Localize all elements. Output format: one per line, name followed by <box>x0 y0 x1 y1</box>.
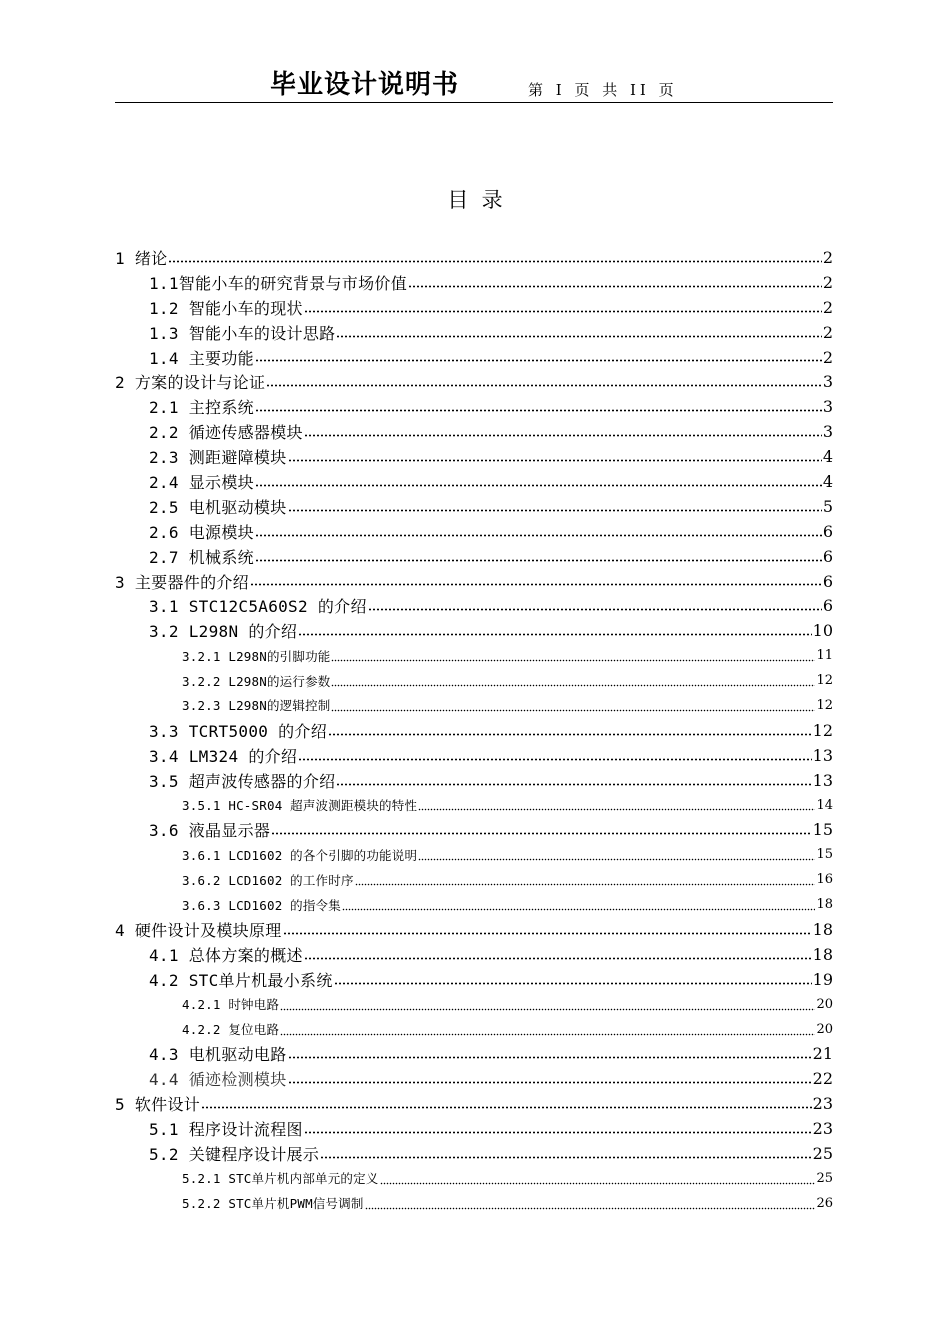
toc-entry[interactable] <box>115 817 833 842</box>
toc-entry-title: 4 硬件设计及模块原理 <box>115 920 282 940</box>
toc-entry[interactable] <box>115 444 833 469</box>
toc-dot-leader <box>266 377 822 387</box>
toc-dot-leader <box>250 576 822 586</box>
toc-entry-page: 6 <box>822 596 833 616</box>
toc-entry-title: 3.2 L298N 的介绍 <box>149 622 298 642</box>
toc-entry-page: 2 <box>822 247 833 267</box>
toc-entry[interactable] <box>115 793 833 818</box>
toc-entry-title: 4.2.1 时钟电路 <box>182 997 280 1013</box>
toc-dot-leader <box>271 825 811 835</box>
toc-entry-title: 4.1 总体方案的概述 <box>149 945 303 965</box>
toc-entry[interactable] <box>115 942 833 967</box>
toc-entry-page: 3 <box>822 397 833 417</box>
toc-entry[interactable] <box>115 593 833 618</box>
toc-entry-title: 5.2.1 STC单片机内部单元的定义 <box>182 1171 379 1187</box>
toc-entry-page: 6 <box>822 521 833 541</box>
toc-dot-leader <box>288 1074 812 1084</box>
toc-entry[interactable] <box>115 569 833 594</box>
toc-entry-page: 19 <box>812 969 833 989</box>
toc-dot-leader <box>288 1049 812 1059</box>
toc-entry[interactable] <box>115 892 833 917</box>
toc-entry[interactable] <box>115 1042 833 1067</box>
toc-entry-title: 1.3 智能小车的设计思路 <box>149 323 336 343</box>
toc-entry[interactable] <box>115 494 833 519</box>
toc-entry-page: 2 <box>822 347 833 367</box>
toc-entry[interactable] <box>115 320 833 345</box>
toc-dot-leader <box>336 776 811 786</box>
toc-entry[interactable] <box>115 1116 833 1141</box>
toc-dot-leader <box>298 751 811 761</box>
toc-entry-page: 4 <box>822 471 833 491</box>
toc-entry-title: 3.2.1 L298N的引脚功能 <box>182 648 331 664</box>
toc-entry-title: 3.5.1 HC-SR04 超声波测距模块的特性 <box>182 798 418 814</box>
toc-entry[interactable] <box>115 419 833 444</box>
toc-entry-title: 4.3 电机驱动电路 <box>149 1045 287 1065</box>
toc-entry-page: 5 <box>822 496 833 516</box>
toc-entry[interactable] <box>115 1166 833 1191</box>
toc-entry[interactable] <box>115 544 833 569</box>
toc-entry-title: 3.3 TCRT5000 的介绍 <box>149 721 328 741</box>
toc-entry-title: 5.2 关键程序设计展示 <box>149 1145 320 1164</box>
toc-entry-page: 2 <box>822 272 833 292</box>
toc-entry-title: 2.6 电源模块 <box>149 522 254 542</box>
toc-entry-page: 12 <box>812 720 833 740</box>
toc-dot-leader <box>280 1026 815 1036</box>
toc-dot-leader <box>168 253 821 263</box>
toc-entry[interactable] <box>115 917 833 942</box>
toc-entry[interactable] <box>115 519 833 544</box>
toc-dot-leader <box>355 876 816 886</box>
toc-dot-leader <box>201 1099 812 1109</box>
toc-entry-page: 15 <box>816 847 833 863</box>
toc-entry-title: 3.1 STC12C5A60S2 的介绍 <box>149 597 367 617</box>
toc-entry-page: 4 <box>822 447 833 467</box>
toc-entry-title: 5.1 程序设计流程图 <box>149 1120 303 1140</box>
toc-entry[interactable] <box>115 369 833 394</box>
toc-entry[interactable] <box>115 693 833 718</box>
toc-entry-page: 18 <box>812 919 833 939</box>
toc-dot-leader <box>280 1001 815 1011</box>
toc-dot-leader <box>304 950 812 960</box>
toc-entry-page: 6 <box>822 571 833 591</box>
toc-dot-leader <box>328 726 812 736</box>
toc-entry[interactable] <box>115 1017 833 1042</box>
toc-dot-leader <box>304 1124 812 1134</box>
header-title: 毕业设计说明书 <box>270 70 460 100</box>
toc-entry[interactable] <box>115 270 833 295</box>
toc-dot-leader <box>380 1175 816 1185</box>
toc-entry-page: 11 <box>816 648 833 664</box>
toc-heading: 目 录 <box>447 188 503 212</box>
toc-entry[interactable] <box>115 1141 833 1166</box>
toc-entry-title: 2.2 循迹传感器模块 <box>149 423 303 443</box>
toc-entry-title: 3.6.3 LCD1602 的指令集 <box>182 897 341 913</box>
page-header <box>115 68 833 103</box>
toc-entry-title: 5 软件设计 <box>115 1095 201 1115</box>
toc-entry-page: 15 <box>812 820 833 840</box>
toc-entry[interactable] <box>115 992 833 1017</box>
toc-entry[interactable] <box>115 469 833 494</box>
toc-entry-page: 10 <box>812 621 833 641</box>
toc-entry-page: 26 <box>816 1195 833 1211</box>
toc-dot-leader <box>255 352 822 362</box>
toc-entry-title: 3.5 超声波传感器的介绍 <box>149 771 336 791</box>
toc-dot-leader <box>368 601 822 611</box>
toc-entry-title: 3 主要器件的介绍 <box>115 572 249 592</box>
toc-entry-title: 2.7 机械系统 <box>149 547 254 567</box>
toc-entry-page: 23 <box>812 1119 833 1139</box>
toc-entry-page: 25 <box>812 1144 833 1163</box>
toc-dot-leader <box>255 552 822 562</box>
toc-dot-leader <box>304 303 822 313</box>
toc-entry-title: 3.6.1 LCD1602 的各个引脚的功能说明 <box>182 847 418 863</box>
toc-entry[interactable] <box>115 768 833 793</box>
toc-entry-page: 12 <box>816 673 833 689</box>
toc-entry[interactable] <box>115 718 833 743</box>
toc-dot-leader <box>365 1200 816 1210</box>
toc-entry-page: 13 <box>812 770 833 790</box>
toc-dot-leader <box>255 402 822 412</box>
header-page-info: 第 I 页 共 II 页 <box>528 81 678 99</box>
toc-entry-page: 3 <box>822 422 833 442</box>
toc-entry[interactable] <box>115 743 833 768</box>
toc-entry-title: 3.2.2 L298N的运行参数 <box>182 673 331 689</box>
toc-entry-page: 21 <box>812 1044 833 1064</box>
toc-entry[interactable] <box>115 967 833 992</box>
toc-entry-title: 2 方案的设计与论证 <box>115 373 266 393</box>
toc-entry-title: 4.2.2 复位电路 <box>182 1022 280 1038</box>
toc-entry-page: 13 <box>812 745 833 765</box>
toc-entry-page: 20 <box>816 996 833 1012</box>
toc-entry-title: 2.4 显示模块 <box>149 472 254 492</box>
toc-dot-leader <box>255 477 822 487</box>
toc-entry[interactable] <box>115 668 833 693</box>
toc-entry[interactable] <box>115 1091 833 1116</box>
toc-entry[interactable] <box>115 618 833 643</box>
toc-entry-page: 6 <box>822 546 833 566</box>
toc-entry-page: 22 <box>812 1069 833 1089</box>
toc-entry-title: 1 绪论 <box>115 248 168 268</box>
toc-entry-page: 2 <box>822 297 833 317</box>
toc-entry-page: 18 <box>812 944 833 964</box>
toc-entry-title: 1.2 智能小车的现状 <box>149 298 303 318</box>
toc-entry[interactable] <box>115 1191 833 1216</box>
toc-dot-leader <box>283 925 812 935</box>
toc-entry-title: 5.2.2 STC单片机PWM信号调制 <box>182 1196 364 1212</box>
toc-dot-leader <box>331 652 815 662</box>
toc-entry-title: 1.1智能小车的研究背景与市场价值 <box>149 273 407 293</box>
toc-entry-page: 3 <box>822 372 833 392</box>
toc-entry[interactable] <box>115 867 833 892</box>
toc-dot-leader <box>334 975 812 985</box>
toc-entry-title: 3.2.3 L298N的逻辑控制 <box>182 698 331 714</box>
toc-entry-title: 2.1 主控系统 <box>149 398 254 418</box>
toc-entry-title: 4.4 循迹检测模块 <box>149 1070 287 1090</box>
toc-entry[interactable] <box>115 842 833 867</box>
toc-entry-page: 16 <box>816 872 833 888</box>
toc-entry-title: 4.2 STC单片机最小系统 <box>149 970 333 990</box>
toc-entry[interactable] <box>115 345 833 370</box>
toc-dot-leader <box>298 626 811 636</box>
toc-entry-page: 25 <box>816 1170 833 1186</box>
toc-dot-leader <box>336 328 821 338</box>
toc-entry-title: 1.4 主要功能 <box>149 348 254 368</box>
toc-entry-page: 12 <box>816 697 833 713</box>
toc-dot-leader <box>255 527 822 537</box>
toc-dot-leader <box>408 278 822 288</box>
toc-entry-title: 3.6.2 LCD1602 的工作时序 <box>182 872 354 888</box>
toc-entry-page: 23 <box>812 1094 833 1114</box>
toc-dot-leader <box>331 677 815 687</box>
toc-entry-page: 2 <box>822 322 833 342</box>
toc-entry[interactable] <box>115 295 833 320</box>
toc-entry-title: 3.4 LM324 的介绍 <box>149 746 298 766</box>
toc-entry[interactable] <box>115 245 833 270</box>
toc-dot-leader <box>418 801 815 811</box>
toc-entry-page: 14 <box>816 797 833 813</box>
table-of-contents <box>115 245 833 1216</box>
toc-dot-leader <box>288 452 822 462</box>
toc-dot-leader <box>304 427 822 437</box>
toc-dot-leader <box>342 901 815 911</box>
toc-entry-page: 20 <box>816 1021 833 1037</box>
toc-entry-title: 2.5 电机驱动模块 <box>149 497 287 517</box>
toc-entry[interactable] <box>115 1066 833 1091</box>
toc-entry[interactable] <box>115 394 833 419</box>
toc-entry[interactable] <box>115 643 833 668</box>
toc-dot-leader <box>418 851 815 861</box>
toc-entry-title: 2.3 测距避障模块 <box>149 448 287 468</box>
toc-dot-leader <box>320 1149 812 1159</box>
toc-entry-page: 18 <box>816 897 833 913</box>
toc-entry-title: 3.6 液晶显示器 <box>149 821 271 841</box>
toc-dot-leader <box>331 702 815 712</box>
toc-dot-leader <box>288 502 822 512</box>
